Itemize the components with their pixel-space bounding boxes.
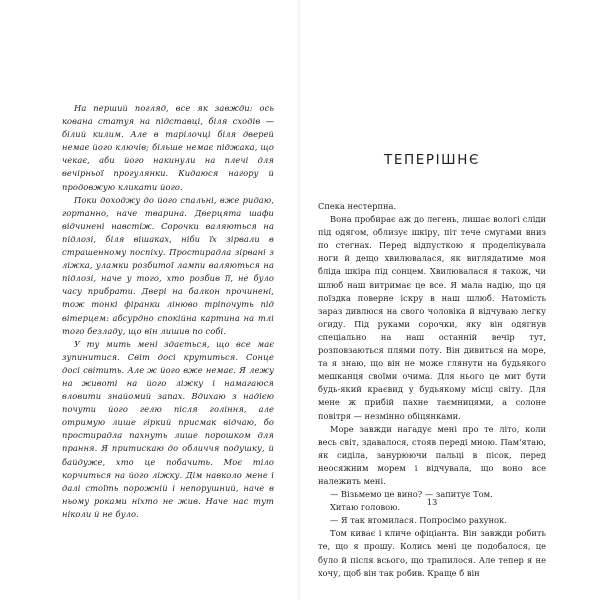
page-number: 13 — [426, 497, 438, 507]
paragraph: На перший погляд, все як завжди: ось кована статуя на підставці, біля сходів — білий килим. Але в тарілочці біля дверей немає його ключів; більше немає піджака, що чекає, аби його накинули на плечі для вечірньої прогулянки. Кидаюся нагору й продовжую кликати його. — [62, 103, 274, 192]
paragraph: У ту мить мені здається, що все має зупинитися. Світ досі крутиться. Сонце досі світить. Але ж його вже немає. Я лежу на животі на його ліжку і намагаюся вловити знайомий запах. Вдихаю з надією почути його гелю після гоління, але отримую лише гіркий присмак відчаю, бо простирадла пахнуть лише порошком для прання. Я притискаю до обличчя подушку, й байдуже, хто це побачить. Моє тіло корчиться на його ліжку. Дім навколо мене і далі стоїть порожній і непорушний, наче в ньому роками ніхто не жив. Наче нас тут ніколи й не було. — [62, 338, 274, 519]
dialogue-line: — Візьмемо це вино? — запитує Том. — [330, 489, 493, 500]
paragraph: Хитаю головою. — [330, 502, 400, 513]
dialogue-line: — Я так втомилася. Попросімо рахунок. — [330, 515, 507, 526]
left-page-text — [62, 102, 274, 521]
paragraph: Спека нестерпна. — [318, 201, 397, 211]
right-page-text — [318, 200, 546, 580]
chapter-title: ТЕПЕРІШНЄ — [384, 152, 480, 168]
paragraph: Поки доходжу до його спальні, вже ридаю, гортанно, наче тварина. Дверцята шафи відчинені навстіж. Сорочки валяються на підлозі, біля вішаках, ніби їх зірвали в страшенному поспіху. Простирадла зірвані з ліжка, уламки розбитої лампи валяються на підлозі, наче у того, хто розбив її, не було часу прибрати. Двері на балкон прочинені, тож тонкі фіранки лінюво тріпочуть під вітерцем: абсурдно спокійна картина на тлі того безладу, що він лишив по собі. — [62, 194, 274, 336]
paragraph: Море завжди нагадує мені про те літо, коли весь світ, здавалося, стояв переді мною. Пам'ятаю, як сиділа, занурюючи пальці в пісок, перед неосяжним морем і відчувала, що воно все належить мені. — [318, 423, 546, 486]
paragraph: Том киває і кличе офіціанта. Він завжди робить те, що я прошу. Колись мені це подобалося, це було й після всього, що трапилося. Але тепер я не хочу, щоб він так робив. Краще б він — [318, 528, 546, 578]
paragraph: Вона пробирає аж до легень, лишає вологі сліди під одягом, облизує шкіру, піт тече смугами вниз по стегнах. Перед відпусткою я проделікувала ноги й дещо хвилювалася, як виглядатиме моя бліда шкіра під сонцем. Хвилювалася я також, чи шлюб наш витримає це все. Я мала надію, що ця поїздка поверне іскру в наш шлюб. Натомість зараз дивлюся на свого чоловіка й відчуваю легку огиду. Під руками сорочки, яку він одягнув спеціально на наш останній вечір тут, розповзаються плями поту. Він дивиться на море, та я знаю, що він не може глянути на будьякого мешканця своїми очима. Для нього це мит бути будь-який краєвид у будьякому місці світу. Для мене ж прибій пахне таємницями, а солоне повітря — незмінно обіцянками. — [318, 214, 546, 421]
